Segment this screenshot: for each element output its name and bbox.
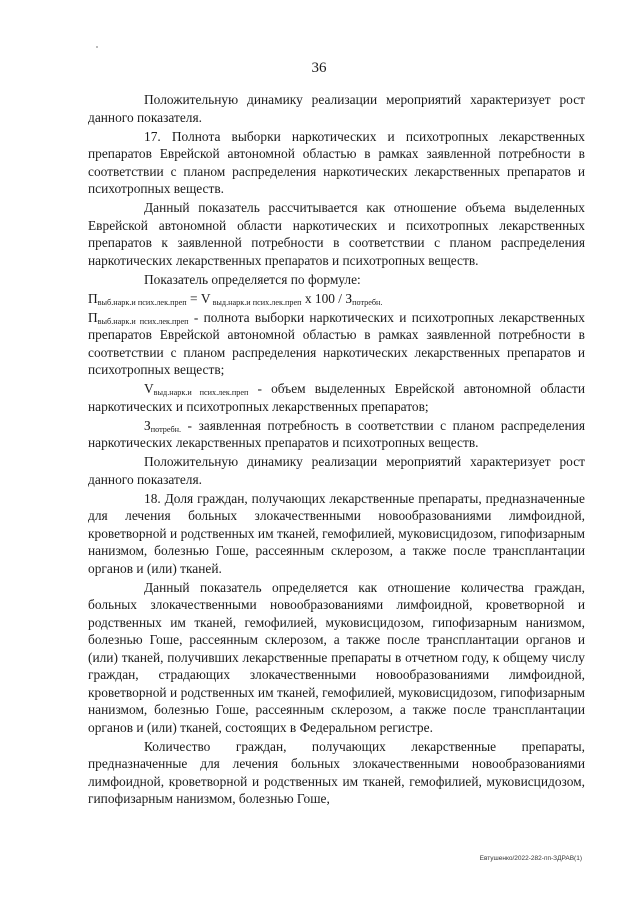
page-number: 36 [311, 60, 327, 76]
paragraph-dynamics-2: Положительную динамику реализации мероприятий характеризует рост данного показателя. [88, 454, 585, 487]
formula-equals: = [186, 290, 201, 306]
formula-v-symbol: V [200, 290, 211, 306]
definition-p-symbol: П [88, 309, 98, 325]
definition-v-text: - объем выделенных Еврейской автономной области наркотических и психотропных лекарственных препаратов; [88, 381, 585, 414]
paragraph-dynamics-1: Положительную динамику реализации мероприятий характеризует рост данного показателя. [88, 92, 585, 125]
indicator-18-heading: 18. Доля граждан, получающих лекарственные препараты, предназначенные для лечения больных злокачественными новообразованиями лимфоидной, кроветворной и родственных им тканей, гемофилией, муковисцидозом, гипофизарным нанизмом, болезнью Гоше, рассеянным склерозом, а также после трансплантации органов и (или) тканей. [88, 490, 585, 576]
formula-operator: х 100 / [301, 290, 346, 306]
paragraph-formula-intro: Показатель определяется по формуле: [144, 271, 361, 287]
formula-line [88, 290, 585, 308]
scan-speck [96, 46, 98, 48]
formula-lhs-subscript: выб.нарк.и псих.лек.преп [97, 297, 187, 307]
formula-z-subscript: потребн. [352, 297, 383, 307]
definition-v-symbol: V [144, 381, 154, 396]
definition-z-text: - заявленная потребность в соответствии с планом распределения наркотических лекарственных препаратов и психотропных веществ. [88, 417, 585, 450]
definition-z-symbol: З [144, 417, 151, 433]
formula-lhs-symbol: П [88, 290, 98, 306]
formula-z-symbol: З [345, 290, 353, 306]
formula-v-subscript: выд.нарк.и псих.лек.преп [210, 297, 302, 307]
definition-p-subscript: выб.нарк.и псих.лек.преп [97, 316, 189, 326]
paragraph-calculation-description: Данный показатель рассчитывается как отношение объема выделенных Еврейской автономной области наркотических и психотропных лекарственных препаратов к заявленной потребности в соответствии с планом распределения наркотических лекарственных препаратов и психотропных веществ. [88, 200, 585, 268]
document-body [88, 91, 585, 809]
paragraph-indicator-18-description: Данный показатель определяется как отношение количества граждан, больных злокачественными новообразованиями лимфоидной, кроветворной и родственных им тканей, гемофилией, муковисцидозом, гипофизарным нанизмом, болезнью Гоше, рассеянным склерозом, а также после трансплантации органов и (или) тканей, получивших лекарственные препараты в отчетном году, к общему числу граждан, страдающих злокачественными новообразованиями лимфоидной, кроветворной и родственных им тканей, гемофилией, муковисцидозом, гипофизарным нанизмом, болезнью Гоше, рассеянным склерозом, а также после трансплантации органов и (или) тканей, состоящих в Федеральном регистре. [88, 579, 585, 735]
definition-z [88, 417, 585, 452]
definition-z-subscript: потребн. [150, 424, 182, 434]
definition-v [88, 380, 585, 415]
definition-p-text: - полнота выборки наркотических и психотропных лекарственных препаратов Еврейской автономной областью в рамках заявленной потребности в соответствии с планом распределения наркотических лекарственных препаратов и психотропных веществ; [88, 309, 585, 377]
footer-document-code: Евтушенко/2022-282-пп-ЗДРАВ(1) [479, 855, 582, 862]
paragraph-citizen-count: Количество граждан, получающих лекарственные препараты, предназначенные для лечения больных злокачественными новообразованиями лимфоидной, кроветворной и родственных им тканей, гемофилией, муковисцидозом, гипофизарным нанизмом, болезнью Гоше, [88, 738, 585, 806]
definition-v-subscript: выд.нарк.и псих.лек.преп [153, 388, 249, 397]
definition-p [88, 309, 585, 379]
indicator-17-heading: 17. Полнота выборки наркотических и психотропных лекарственных препаратов Еврейской автономной областью в рамках заявленной потребности в соответствии с планом распределения наркотических лекарственных препаратов и психотропных веществ. [88, 128, 585, 196]
